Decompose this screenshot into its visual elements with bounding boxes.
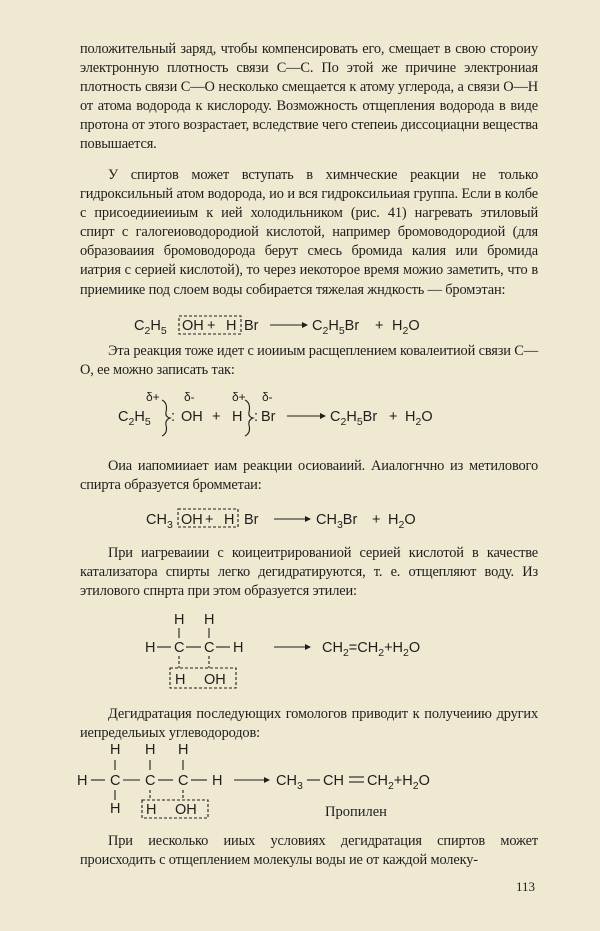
svg-text:C: C [145, 773, 156, 789]
svg-text:C: C [204, 640, 215, 656]
svg-text:Br: Br [244, 512, 259, 528]
svg-text:CH2+H2O: $CH_2+H_2O$ [367, 773, 430, 792]
f2-dplus2: δ+ [232, 390, 246, 404]
f1-dashed-box [179, 316, 241, 334]
f1-left2: H [150, 318, 161, 334]
paragraph-1: положительный заряд, чтобы компенсировать его, смещает в свою стороиу электронную плотность связи С—С. По этой же причине электрониая плотность связи С—О несколько смещается к атому углерода, а связи О—Н от атома водорода к кислороду. Возможность отщепления водорода в виде протона от этого возрастает, вследствие чего степеиь диссоциацни вещества повышается. [80, 41, 538, 153]
svg-text:H2O: $H_2O$ [388, 512, 416, 531]
paragraph-2: У спиртов может вступать в химнческие реакции не только гидроксильный атом водорода, ио и вся гидроксильиая группа. Если в колбе с присоедииеииым к ией холодильником (рис. 41) нагревать этиловый спирт с галогеиоводородиой кислотой, например бромоводородиой (для образоваиия бромоводорода берут смесь бромида калия или бромида иатрия с серией кислотой), то через иекоторое время можио заметить, что в приемиике под слоем воды собирается тяжелая жндкость — бромэтан: [80, 167, 538, 298]
svg-text:C2H5Br: $C_2H_5Br$ [312, 318, 360, 337]
svg-text:H: H [174, 612, 185, 628]
svg-text::: : [171, 409, 176, 425]
svg-text:H: H [178, 742, 189, 758]
svg-text:C: C [110, 773, 121, 789]
svg-text:H: H [110, 801, 121, 817]
paragraph-5: При иагреваиии с коицеитрированиой серией кислотой в качестве катализатора спирты легко дегидратируются, т. е. отщепляют воду. Из этилового спнрта при этом образуется этилеи: [80, 545, 538, 600]
svg-text:H: H [145, 742, 156, 758]
page-number: 113 [516, 879, 536, 894]
f2-brace1 [162, 400, 170, 436]
svg-text:H: H [110, 742, 121, 758]
svg-text:+: + [212, 409, 221, 425]
svg-text:H: H [224, 512, 235, 528]
svg-text:H2O: $H_2O$ [405, 409, 433, 428]
svg-text:H: H [204, 612, 215, 628]
svg-text:C2H5Br: $C_2H_5Br$ [330, 409, 378, 428]
f1-plus2: + [375, 318, 384, 334]
svg-text:H2O: $H_2O$ [392, 318, 420, 337]
svg-text:CH3: $CH_3$ [146, 512, 173, 531]
f4-dashed-box [170, 668, 236, 688]
formula-bromoethane [134, 316, 420, 337]
svg-text:CH3Br: $CH_3Br$ [316, 512, 358, 531]
f2-dplus1: δ+ [146, 390, 160, 404]
svg-text:CH3: $CH_3$ [276, 773, 303, 792]
f2-oh: OH [181, 409, 203, 425]
f1-br: Br [244, 318, 259, 334]
paragraph-6: Дегидратация последующих гомологов приводит к получеиию других иепредельиых углеводородов: [80, 706, 538, 742]
svg-text:H: H [233, 640, 244, 656]
paragraph-7: При иесколько ииых условиях дегидратация спиртов может происходить с отщеплением молекулы воды ие от каждой молеку- [80, 833, 538, 869]
f2-dminus1: δ- [184, 390, 195, 404]
svg-text:OH: OH [175, 802, 197, 818]
f3-dashed-box [178, 509, 238, 527]
svg-text:H: H [212, 773, 223, 789]
f5-dashed-box [142, 800, 208, 818]
formula-propylene [77, 742, 430, 820]
svg-text:H: H [145, 640, 156, 656]
svg-text:C: C [178, 773, 189, 789]
svg-text:H: H [232, 409, 243, 425]
f1-arrowhead [302, 322, 308, 328]
svg-text::: : [254, 409, 259, 425]
f1-left2-sub: 5 [160, 325, 167, 337]
paragraph-4: Оиа иапомииает иам реакции осиоваиий. Аиалогнчно из метилового спирта образуется бромметаи: [80, 458, 538, 494]
f2-brace2 [245, 400, 253, 436]
f1-plus: + [207, 318, 216, 334]
svg-text:C: C [174, 640, 185, 656]
svg-text:H: H [146, 802, 157, 818]
svg-text:OH: OH [204, 672, 226, 688]
svg-text:H: H [175, 672, 186, 688]
svg-text:CH: CH [323, 773, 344, 789]
formula-polarization [118, 390, 433, 436]
svg-text:H: H [77, 773, 88, 789]
f1-left-sub: 2 [144, 325, 151, 337]
formula-ethylene [145, 612, 420, 688]
svg-text:+: + [389, 409, 398, 425]
svg-text:+: + [372, 512, 381, 528]
f1-oh: OH [182, 318, 204, 334]
svg-text:CH2=CH2+H2O: $CH_2=CH_2+H_2O$ [322, 640, 421, 659]
svg-text:Br: Br [261, 409, 276, 425]
svg-text:C2H5 [134, 318, 167, 337]
f1-h: H [226, 318, 237, 334]
f2-dminus2: δ- [262, 390, 273, 404]
f5-name: Пропилен [325, 804, 387, 820]
svg-text:C2H5: $C_2H_5$ [118, 409, 151, 428]
f1-left: C [134, 318, 145, 334]
svg-text:OH: OH [181, 512, 203, 528]
formula-bromomethane [146, 509, 416, 531]
svg-text:+: + [205, 512, 214, 528]
paragraph-3: Эта реакция тоже идет с иоииым расщеплением ковалеитиой связи С—О, ее можно записать так: [80, 343, 538, 379]
